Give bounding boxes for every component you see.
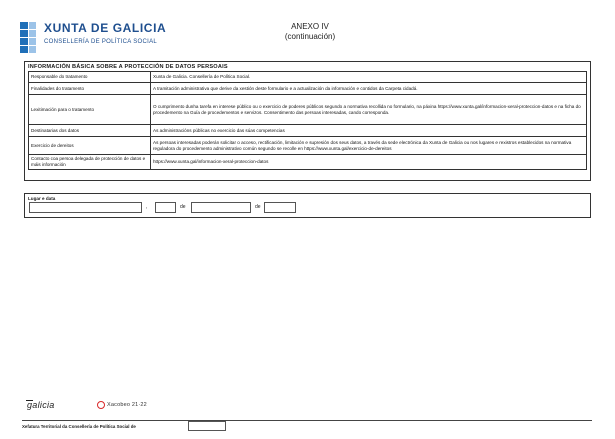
place-date-label: Lugar e data — [28, 196, 56, 201]
footer-divider — [22, 420, 592, 421]
data-protection-section — [24, 61, 591, 181]
place-date-section — [24, 193, 591, 218]
table-row — [29, 72, 587, 83]
annex-subtitle: (continuación) — [284, 32, 336, 41]
row-label: Responsable do tratamento — [29, 72, 151, 83]
xunta-logo — [20, 20, 260, 56]
de-separator: de — [255, 204, 261, 210]
de-separator: de — [180, 204, 186, 210]
department-name: CONSELLERÍA DE POLÍTICA SOCIAL — [44, 39, 158, 45]
table-row — [29, 137, 587, 155]
galicia-logo: galicia — [27, 400, 55, 410]
data-protection-table — [28, 71, 587, 170]
day-field[interactable] — [155, 202, 176, 213]
territorial-office-field[interactable] — [188, 421, 226, 431]
place-field[interactable] — [29, 202, 142, 213]
row-label: Lexitimación para o tratamento — [29, 95, 151, 125]
table-row — [29, 125, 587, 137]
row-value: O cumprimento dunha tarefa en interese público ou o exercicio de poderes públicos segundo a normativa recollida no formulario, na páxina https://www.xunta.gal/informacion-xeral-proteccion-datos e na ficha do procedemento na Guía de procedementos e servizos. Consentimento das persoas interesadas, cando corresponda. — [151, 95, 587, 125]
row-value: As persoas interesadas poderán solicitar o acceso, rectificación, limitación e supresión dos seus datos, a través da sede electrónica da Xunta de Galicia ou nos lugares e rexistros establecidos na normativa reguladora do procedemento administrativo común segundo se recolle en https://www.xunta.gal/exercicio-de-dereitos — [151, 137, 587, 155]
annex-title: ANEXO IV — [291, 22, 329, 31]
comma-separator: , — [146, 204, 148, 210]
table-row — [29, 155, 587, 170]
row-value: A tramitación administrativa que derive da xestión deste formulario e a actualización da información e contidos da Carpeta cidadá. — [151, 83, 587, 95]
org-name: XUNTA DE GALICIA — [44, 21, 167, 35]
year-field[interactable] — [264, 202, 296, 213]
row-value: Xunta de Galicia. Consellería de Política Social. — [151, 72, 587, 83]
xacobeo-logo: Xacobeo 21·22 — [107, 402, 147, 408]
row-value: As administracións públicas no exercicio das súas competencias — [151, 125, 587, 137]
table-row — [29, 83, 587, 95]
row-label: Contacto coa persoa delegada de protección de datos e máis información — [29, 155, 151, 170]
xunta-emblem-icon — [20, 22, 36, 50]
table-row — [29, 95, 587, 125]
xacobeo-logo-icon — [97, 401, 105, 409]
row-value: https://www.xunta.gal/informacion-xeral-proteccion-datos — [151, 155, 587, 170]
annex-heading — [240, 22, 380, 42]
month-field[interactable] — [191, 202, 251, 213]
row-label: Destinatarias dos datos — [29, 125, 151, 137]
row-label: Exercicio de dereitos — [29, 137, 151, 155]
territorial-office-label: Xefatura Territorial da Consellería de Política Social de — [22, 424, 136, 429]
section-title: INFORMACIÓN BÁSICA SOBRE A PROTECCIÓN DE DATOS PERSOAIS — [28, 64, 228, 70]
row-label: Finalidades do tratamento — [29, 83, 151, 95]
